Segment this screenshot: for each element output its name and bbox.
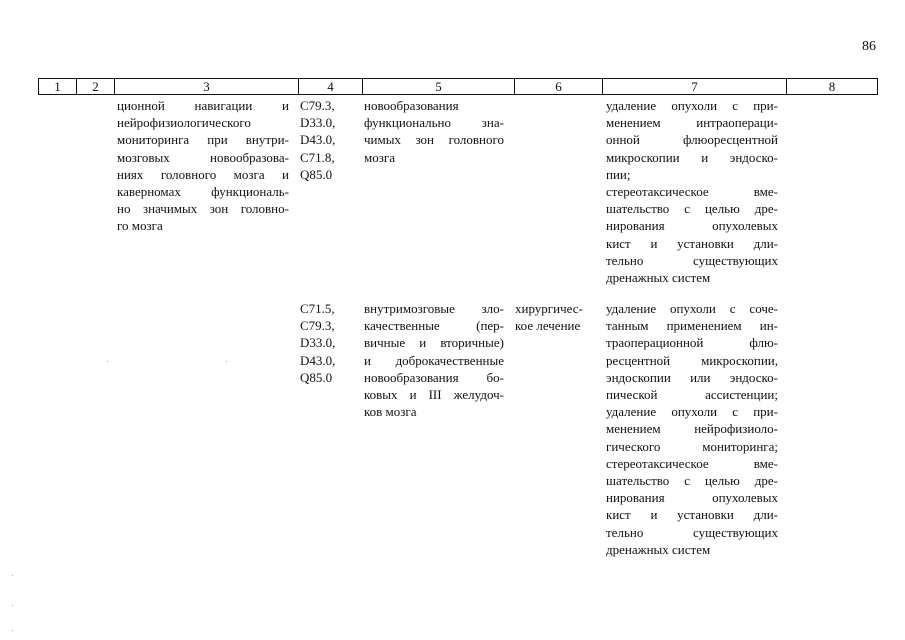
cell-line: Q85.0 xyxy=(300,369,333,385)
cell-line: пической ассистенции; xyxy=(606,387,778,403)
cell-line: стереотаксическое вме- xyxy=(606,184,778,200)
cell-line: чимых зон головного xyxy=(364,132,504,148)
cell-line: удаление опухоли с при- xyxy=(606,98,778,113)
cell-line: шательство с целью дре- xyxy=(606,201,778,217)
header-cell-8: 8 xyxy=(787,79,878,94)
header-cell-2: 2 xyxy=(77,79,115,94)
row2-col7-text xyxy=(606,300,778,558)
header-cell-1: 1 xyxy=(39,79,77,94)
cell-line: внутримозговые зло- xyxy=(364,301,504,316)
cell-line: удаление опухоли с соче- xyxy=(606,301,778,316)
row1-col5-text xyxy=(364,97,504,166)
cell-line: вичные и вторичные) xyxy=(364,335,504,351)
cell-line: гического мониторинга; xyxy=(606,438,778,454)
cell-line: траоперационной флю- xyxy=(606,335,778,351)
cell-line: менением нейрофизиоло- xyxy=(606,421,778,437)
cell-line: хирургичес- xyxy=(515,301,583,316)
cell-line: C79.3, xyxy=(300,318,335,334)
header-cell-7: 7 xyxy=(603,79,787,94)
cell-line: новообразования xyxy=(364,98,459,113)
row1-col4-codes xyxy=(300,97,356,183)
cell-line: ционной навигации и xyxy=(117,98,289,113)
row2-col6-text xyxy=(515,300,599,334)
cell-line: удаление опухоли с при- xyxy=(606,404,778,420)
cell-line: ковых и III желудоч- xyxy=(364,387,504,403)
cell-line: го мозга xyxy=(117,218,163,234)
cell-line: пии; xyxy=(606,166,631,182)
cell-line: ресцентной микроскопии, xyxy=(606,352,778,368)
header-cell-3: 3 xyxy=(115,79,299,94)
table-header-row xyxy=(38,78,878,95)
row1-col3-text xyxy=(117,97,289,235)
header-cell-6: 6 xyxy=(515,79,603,94)
cell-line: D43.0, xyxy=(300,352,336,368)
cell-line: ниях головного мозга и xyxy=(117,166,289,182)
cell-line: тельно существующих xyxy=(606,524,778,540)
cell-line: D43.0, xyxy=(300,132,336,148)
cell-line: микроскопии и эндоско- xyxy=(606,149,778,165)
cell-line: C71.5, xyxy=(300,301,335,316)
scan-speck xyxy=(226,361,227,362)
cell-line: шательство с целью дре- xyxy=(606,473,778,489)
row1-col7-text xyxy=(606,97,778,286)
cell-line: мозга xyxy=(364,149,395,165)
cell-line: функционально зна- xyxy=(364,115,504,131)
cell-line: D33.0, xyxy=(300,115,336,131)
scan-speck xyxy=(107,361,108,362)
scan-speck xyxy=(12,630,13,631)
cell-line: менением интраопераци- xyxy=(606,115,778,131)
cell-line: новообразования бо- xyxy=(364,369,504,385)
cell-line: каверномах функциональ- xyxy=(117,184,289,200)
cell-line: кист и установки дли- xyxy=(606,235,778,251)
cell-line: Q85.0 xyxy=(300,166,333,182)
cell-line: кое лечение xyxy=(515,318,581,334)
cell-line: мониторинга при внутри- xyxy=(117,132,289,148)
cell-line: эндоскопии или эндоско- xyxy=(606,369,778,385)
cell-line: онной флюоресцентной xyxy=(606,132,778,148)
cell-line: C79.3, xyxy=(300,98,335,113)
cell-line: кист и установки дли- xyxy=(606,507,778,523)
cell-line: но значимых зон головно- xyxy=(117,201,289,217)
cell-line: нирования опухолевых xyxy=(606,218,778,234)
scan-speck xyxy=(12,575,13,576)
cell-line: мозговых новообразова- xyxy=(117,149,289,165)
cell-line: нейрофизиологического xyxy=(117,115,251,131)
scan-speck xyxy=(12,605,13,606)
page-number: 86 xyxy=(862,39,876,54)
cell-line: качественные (пер- xyxy=(364,318,504,334)
cell-line: дренажных систем xyxy=(606,270,711,286)
cell-line: танным применением ин- xyxy=(606,318,778,334)
cell-line: нирования опухолевых xyxy=(606,490,778,506)
cell-line: дренажных систем xyxy=(606,541,711,557)
row2-col5-text xyxy=(364,300,504,420)
header-cell-5: 5 xyxy=(363,79,515,94)
cell-line: и доброкачественные xyxy=(364,352,504,368)
cell-line: ков мозга xyxy=(364,404,417,420)
header-cell-4: 4 xyxy=(299,79,363,94)
cell-line: стереотаксическое вме- xyxy=(606,455,778,471)
cell-line: тельно существующих xyxy=(606,252,778,268)
cell-line: D33.0, xyxy=(300,335,336,351)
row2-col4-codes xyxy=(300,300,356,386)
cell-line: C71.8, xyxy=(300,149,335,165)
